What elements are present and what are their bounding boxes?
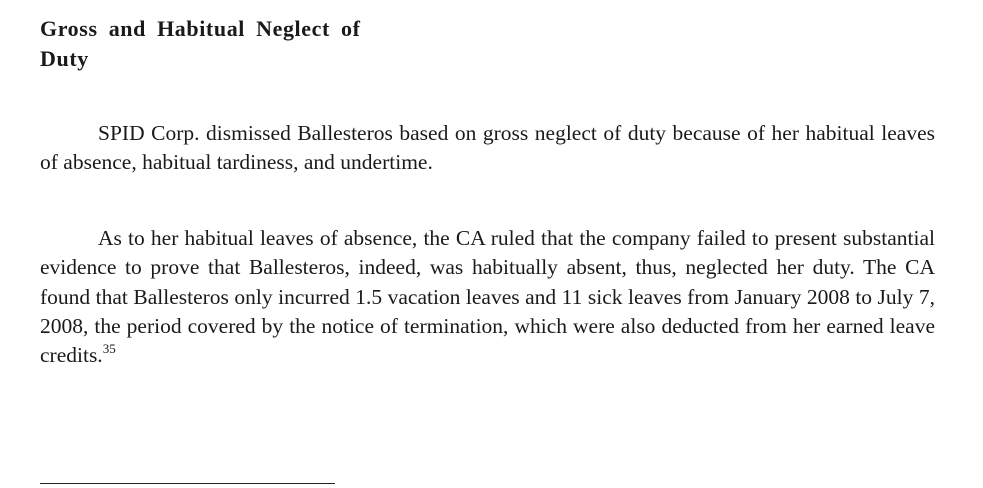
footnote-separator: [40, 483, 335, 484]
footnote-reference[interactable]: 35: [102, 341, 116, 357]
section-heading-line-1: Gross and Habitual Neglect of: [40, 16, 361, 41]
paragraph-dismissal-text: SPID Corp. dismissed Ballesteros based on gross neglect of duty because of her habitual leaves of absence, habitual tardiness, and undertime.: [40, 121, 935, 175]
section-heading-line-2: Duty: [40, 46, 89, 71]
paragraph-dismissal: [40, 119, 935, 178]
paragraph-leaves-of-absence: [40, 224, 935, 370]
section-heading: [40, 14, 361, 74]
paragraph-leaves-text: As to her habitual leaves of absence, the CA ruled that the company failed to present substantial evidence to prove that Ballesteros, indeed, was habitually absent, thus, neglected her duty. The CA found that Ballesteros only incurred 1.5 vacation leaves and 11 sick leaves from January 2008 to July 7, 2008, the period covered by the notice of termination, which were also deducted from her earned leave credits.: [40, 226, 935, 368]
